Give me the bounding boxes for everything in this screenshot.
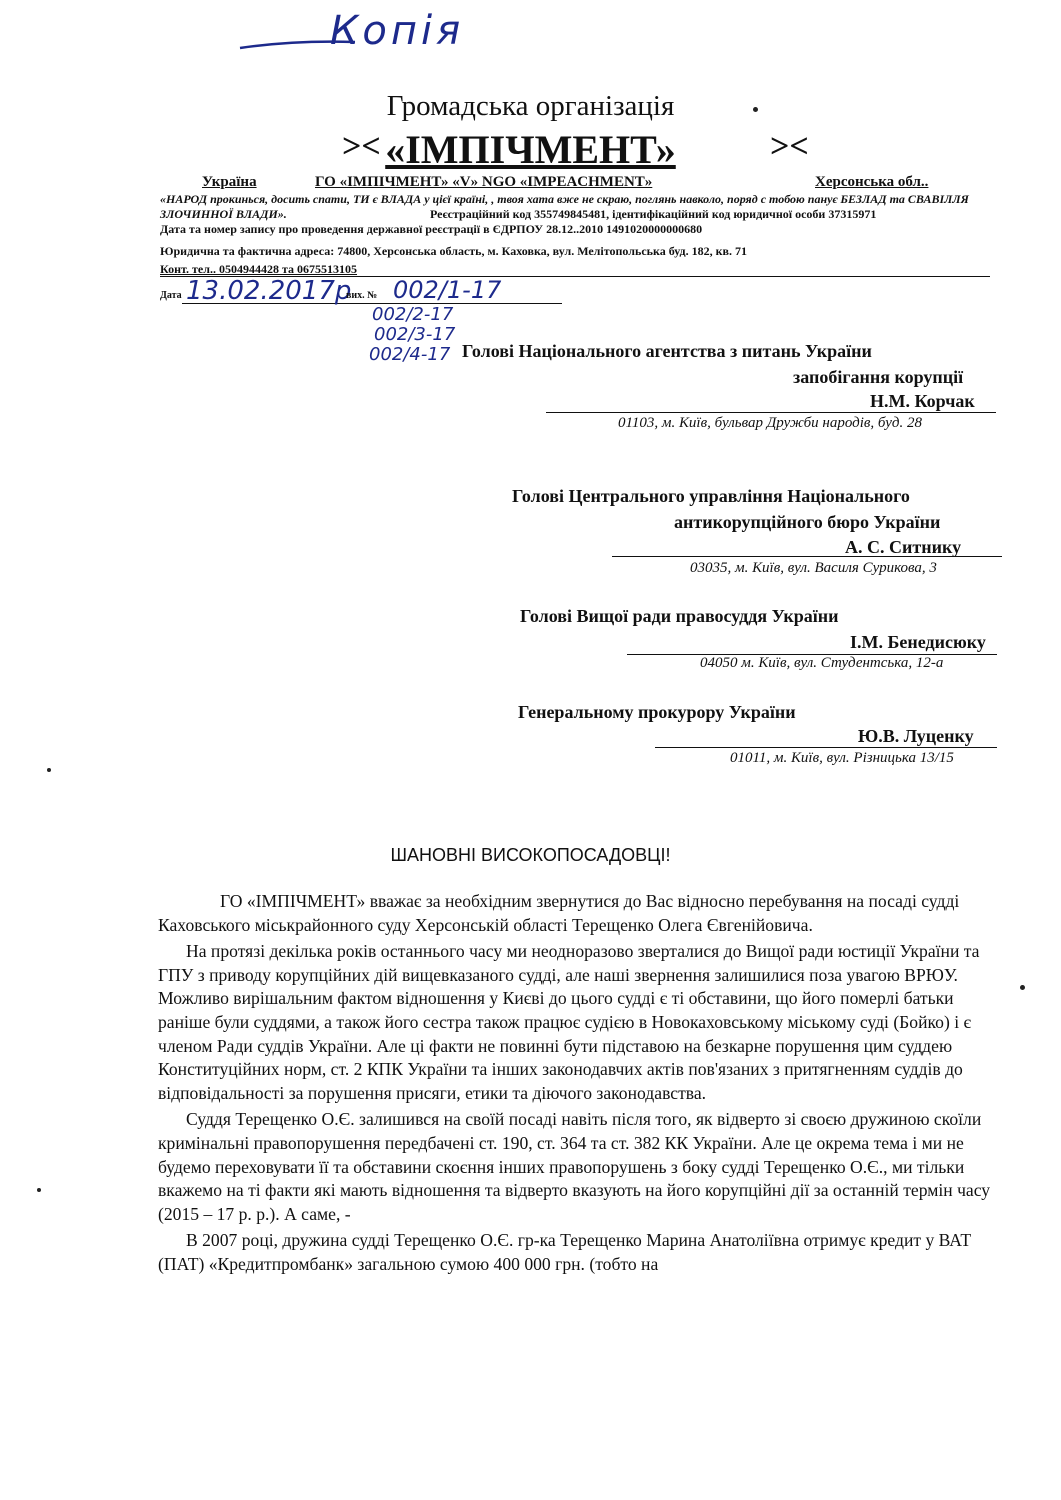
- recipient-4-line-1: Генеральному прокурору України: [518, 702, 796, 722]
- recipient-3-name: І.М. Бенедисюку: [850, 632, 986, 652]
- body-paragraph: В 2007 році, дружина судді Терещенко О.Є. гр-ка Терещенко Марина Анатоліївна отримує кредит у ВАТ (ПАТ) «Кредитпромбанк» загальною сумою 400 000 грн. (тобто на: [158, 1230, 972, 1274]
- handwritten-outgoing-number: 002/2-17: [372, 304, 454, 325]
- recipient-4-underline: [655, 747, 997, 748]
- handwritten-copy-note: Копія: [330, 8, 465, 54]
- recipient-3-address: 04050 м. Київ, вул. Студентська, 12-а: [700, 655, 944, 671]
- recipient-4-name: Ю.В. Луценку: [858, 726, 974, 746]
- recipient-2-line-2: антикорупційного бюро України: [674, 512, 941, 532]
- recipient-2-underline: [612, 556, 1002, 557]
- recipient-1-line-2: запобігання корупції: [793, 367, 964, 387]
- body-paragraph: ГО «ІМПІЧМЕНТ» вважає за необхідним звернутися до Вас відносно перебування на посаді судді Каховського міськрайонного суду Херсонській області Терещенко Олега Євгенійовича.: [158, 891, 960, 935]
- recipient-2-line-1: Голові Центрального управління Національного: [512, 486, 910, 506]
- scan-speck: [37, 1188, 41, 1192]
- scan-speck: [47, 768, 51, 772]
- letter-body: [158, 890, 998, 1280]
- country-label: Україна: [202, 174, 257, 190]
- recipient-2-name: А. С. Ситнику: [845, 537, 962, 557]
- org-subtitle: Громадська організація: [386, 90, 675, 122]
- scissors-right-icon: ><: [770, 128, 809, 165]
- handwritten-outgoing-number: 002/3-17: [374, 324, 456, 345]
- scan-speck: [1020, 985, 1025, 990]
- registration-code: Реєстраційний код 355749845481, ідентифікаційний код юридичної особи 37315971: [430, 207, 877, 221]
- outgoing-number-label: вих. №: [346, 290, 378, 301]
- org-phones: Конт. тел.. 0504944428 та 0675513105: [160, 262, 358, 276]
- body-paragraph: На протязі декілька років останнього часу ми неодноразово зверталися до Вищої ради юстиції України та ГПУ з приводу корупційних дій вищевказаного судді, але наші звернення залишилися поза увагою ВРЮУ. Можливо вирішальним фактом відношення у Києві до цього судді є ті обставини, що його померлі батьки раніше були суддями, а також його сестра також працює судією в Новокаховському міському суді (Бойко) і є членом Ради суддів України. Але ці факти не повинні бути підставою на безкарне порушення цим суддею Конституційних норм, ст. 2 КПК України та інших законодавчих актів пов'язаних з притягненням суддів до відповідальності за порушення присяги, етики та діючого законодавства.: [158, 941, 980, 1103]
- salutation: ШАНОВНІ ВИСОКОПОСАДОВЦІ!: [390, 845, 671, 865]
- handwritten-stroke: [235, 30, 435, 70]
- ngo-name: ГО «ІМПІЧМЕНТ» «V» NGO «IMPEACHMENT»: [315, 174, 653, 190]
- recipient-1-name: Н.М. Корчак: [870, 391, 975, 411]
- recipient-3-line-1: Голові Вищої ради правосуддя України: [520, 606, 839, 626]
- date-label: Дата: [160, 290, 182, 301]
- region-label: Херсонська обл..: [815, 174, 929, 190]
- recipient-1-address: 01103, м. Київ, бульвар Дружби народів, буд. 28: [618, 415, 922, 431]
- recipient-4-address: 01011, м. Київ, вул. Різницька 13/15: [730, 750, 954, 766]
- handwritten-outgoing-number: 002/1-17: [393, 276, 502, 304]
- recipient-1-underline: [546, 412, 996, 413]
- body-paragraph: Суддя Терещенко О.Є. залишився на своїй посаді навіть після того, як відверто зі своєю дружиною скоїли кримінальні правопорушення передбачені ст. 190, ст. 364 та ст. 382 КК України. Але це окрема тема і ми не будемо переховувати її та обставини скоєння інших правопорушень з боку судді Терещенко О.Є., ми тільки вкажемо на ті факти які мають відношення та відверто вказують на його корупційні дії за останній термін часу (2015 – 17 р. р.). А саме, -: [158, 1109, 991, 1224]
- handwritten-outgoing-number: 002/4-17: [369, 344, 451, 365]
- org-slogan: «НАРОД прокинься, досить спати, ТИ є ВЛАДА у цієї країні, , твоя хата вже не скраю, поглянь навколо, поряд с тобою панує БЕЗЛАД та СВАВІЛЛЯ ЗЛОЧИННОЇ ВЛАДИ».: [160, 192, 969, 221]
- scissors-left-icon: ><: [342, 128, 381, 165]
- handwritten-date: 13.02.2017р: [186, 276, 352, 306]
- org-address: Юридична та фактична адреса: 74800, Херсонська область, м. Каховка, вул. Мелітопольська буд. 182, кв. 71: [160, 244, 747, 258]
- scan-speck: [753, 107, 758, 112]
- org-title: «ІМПІЧМЕНТ»: [385, 127, 676, 172]
- recipient-2-address: 03035, м. Київ, вул. Василя Сурикова, 3: [690, 560, 937, 576]
- state-registration: Дата та номер запису про проведення державної реєстрації в ЄДРПОУ 28.12..2010 1491020000000680: [160, 222, 703, 236]
- recipient-1-line-1: Голові Національного агентства з питань України: [462, 341, 872, 361]
